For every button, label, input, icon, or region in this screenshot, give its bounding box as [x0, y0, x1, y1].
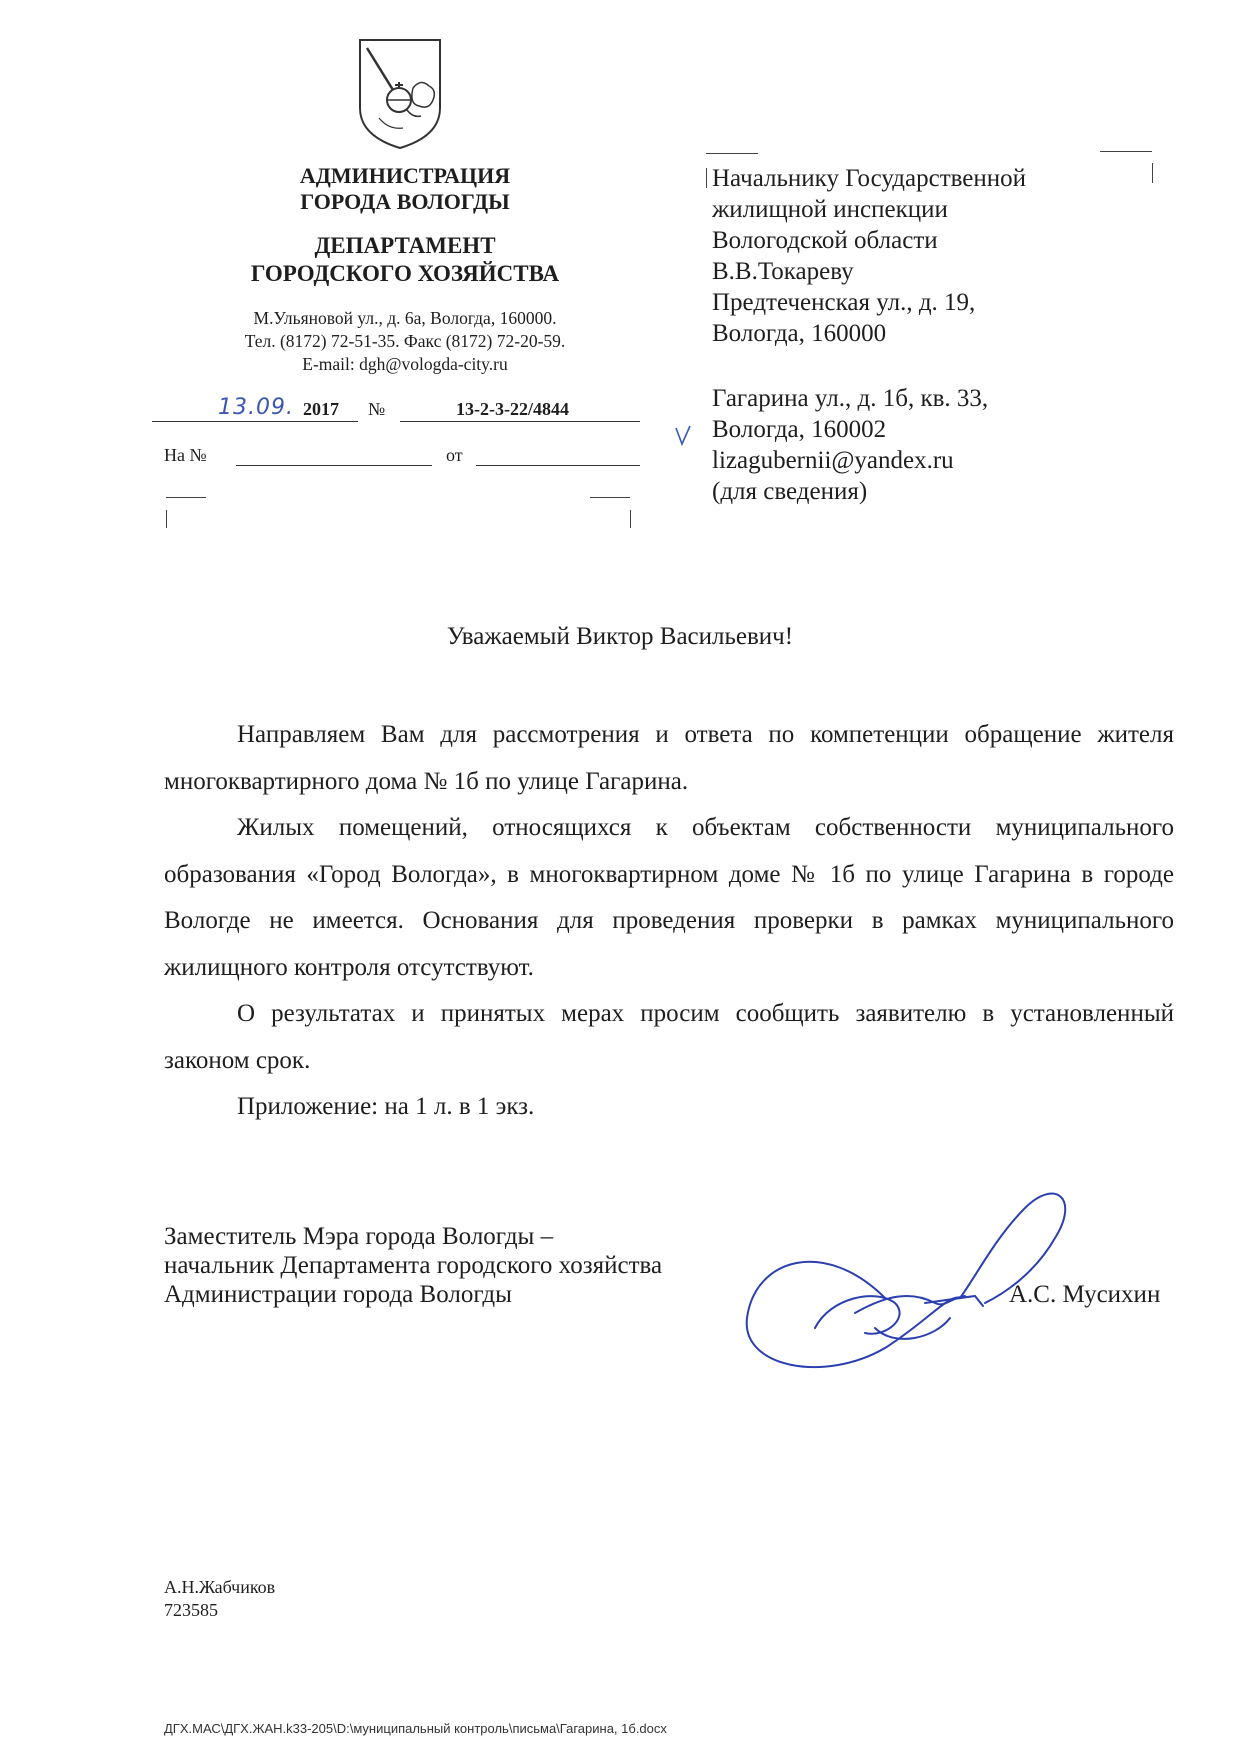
department-name — [150, 232, 660, 287]
corner-mark — [1100, 151, 1152, 152]
attachment-note: Приложение: на 1 л. в 1 экз. — [237, 1093, 535, 1120]
recipient-line: Начальнику Государственной — [712, 165, 1027, 192]
dept-line-1: ДЕПАРТАМЕНТ — [314, 233, 496, 258]
signatory-name: А.С. Мусихин — [1009, 1281, 1161, 1308]
body-paragraph: Направляем Вам для рассмотрения и ответа по компетенции обращение жителя многоквартирного дома № 1б по улице Гагарина. — [164, 721, 1174, 795]
from-label: от — [446, 445, 463, 465]
position-line: Администрации города Вологды — [164, 1281, 512, 1308]
email: E-mail: dgh@vologda-city.ru — [302, 353, 508, 374]
corner-mark — [630, 510, 631, 528]
date-underline — [152, 421, 358, 422]
cc-line: Гагарина ул., д. 1б, кв. 33, — [712, 385, 989, 412]
dept-line-2: ГОРОДСКОГО ХОЗЯЙСТВА — [250, 260, 560, 286]
recipient-line: Вологда, 160000 — [712, 320, 887, 347]
cc-block — [712, 383, 988, 507]
body-paragraph: Жилых помещений, относящихся к объектам собственности муниципального образования «Город Вологда», в многоквартирном доме № 1б по улице Гагарина в городе Вологде не имеется. Основания для проведения проверки в рамках муниципального жилищного контроля отсутствуют. — [164, 814, 1174, 981]
file-path-footer: ДГХ.МАС\ДГХ.ЖАН.k33-205\D:\муниципальный контроль\письма\Гагарина, 1б.docx — [164, 1721, 667, 1736]
body-paragraph: О результатах и принятых мерах просим сообщить заявителю в установленный законом срок. — [164, 1000, 1174, 1074]
checkmark-icon — [674, 424, 692, 446]
admin-line-2: ГОРОДА ВОЛОГДЫ — [300, 189, 510, 215]
cc-line: (для сведения) — [712, 478, 868, 505]
reference-label: На № — [164, 445, 207, 465]
greeting: Уважаемый Виктор Васильевич! — [446, 623, 794, 650]
cc-line: Вологда, 160002 — [712, 416, 887, 443]
corner-mark — [166, 497, 206, 498]
corner-mark — [706, 168, 707, 188]
registration-number-label: № — [368, 399, 386, 419]
position-line: Заместитель Мэра города Вологды – — [164, 1223, 554, 1250]
phone-fax: Тел. (8172) 72-51-35. Факс (8172) 72-20-59. — [244, 330, 566, 351]
letter-body — [164, 712, 1174, 1131]
recipient-line: жилищной инспекции — [712, 196, 948, 223]
cc-line: lizagubernii@yandex.ru — [712, 447, 954, 474]
corner-mark — [706, 153, 758, 154]
address: М.Ульяновой ул., д. 6а, Вологда, 160000. — [253, 308, 557, 328]
corner-mark — [166, 510, 167, 528]
executor-block — [164, 1576, 275, 1622]
corner-mark — [1152, 163, 1153, 183]
recipient-line: Вологодской области — [712, 227, 938, 254]
signatory-position — [164, 1222, 662, 1309]
reference-underline — [236, 465, 432, 466]
recipient-block — [712, 163, 1026, 349]
contact-block — [150, 307, 660, 375]
admin-line-1: АДМИНИСТРАЦИЯ — [299, 163, 511, 188]
from-underline — [476, 465, 640, 466]
registration-number: 13-2-3-22/4844 — [456, 399, 569, 419]
registration-year: 2017 — [303, 399, 339, 419]
coat-of-arms-icon — [357, 38, 443, 150]
number-underline — [400, 421, 640, 422]
executor-phone: 723585 — [164, 1600, 218, 1620]
executor-name: А.Н.Жабчиков — [164, 1577, 276, 1597]
organization-name — [150, 163, 660, 216]
position-line: начальник Департамента городского хозяйства — [164, 1252, 663, 1279]
recipient-line: В.В.Токареву — [712, 258, 854, 285]
corner-mark — [590, 497, 630, 498]
handwritten-date: 13.09. — [218, 395, 294, 420]
recipient-line: Предтеченская ул., д. 19, — [712, 289, 976, 316]
